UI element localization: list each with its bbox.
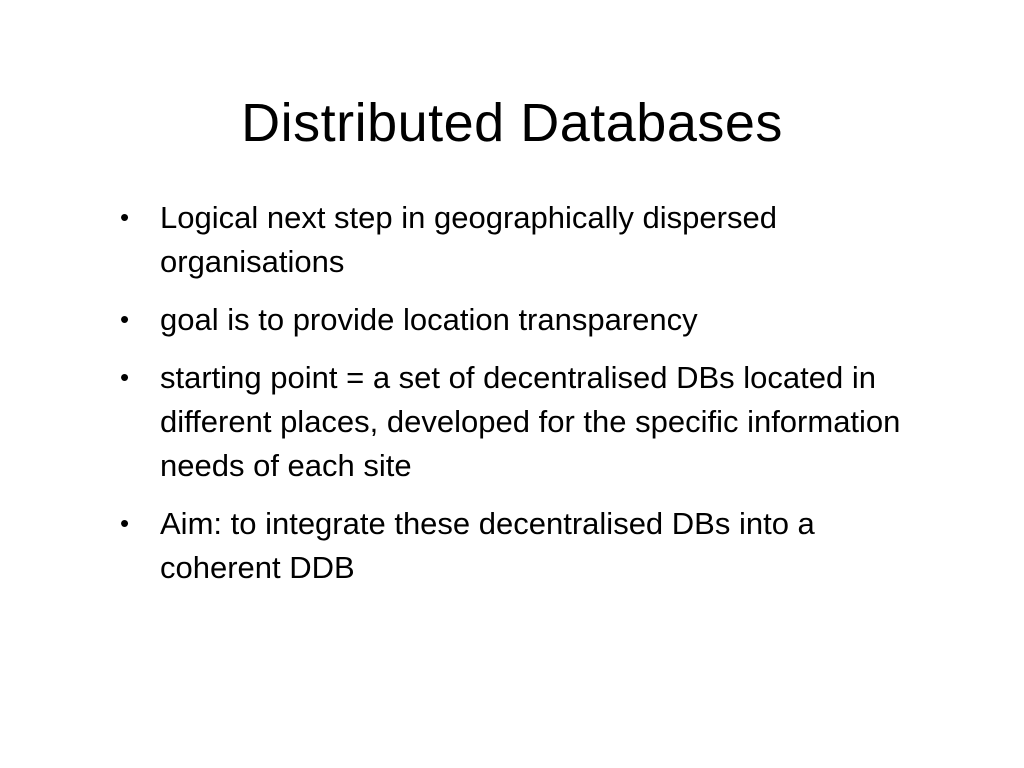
bullet-point-icon: • bbox=[120, 304, 130, 335]
list-item bbox=[112, 502, 942, 590]
list-item bbox=[112, 196, 942, 284]
list-item-text: Logical next step in geographically dispersed organisations bbox=[160, 200, 777, 280]
bullet-point-icon: • bbox=[120, 202, 130, 232]
list-item bbox=[112, 298, 942, 342]
bullet-list bbox=[112, 196, 942, 590]
list-item-text: goal is to provide location transparency bbox=[160, 302, 698, 338]
bullet-point-icon: • bbox=[120, 508, 130, 539]
page-title: Distributed Databases bbox=[241, 93, 783, 154]
list-item bbox=[112, 356, 942, 488]
list-item-text: starting point = a set of decentralised DBs located in different places, developed for the specific information needs of each site bbox=[160, 360, 901, 484]
list-item-text: Aim: to integrate these decentralised DBs into a coherent DDB bbox=[160, 506, 815, 586]
bullet-point-icon: • bbox=[120, 362, 130, 393]
